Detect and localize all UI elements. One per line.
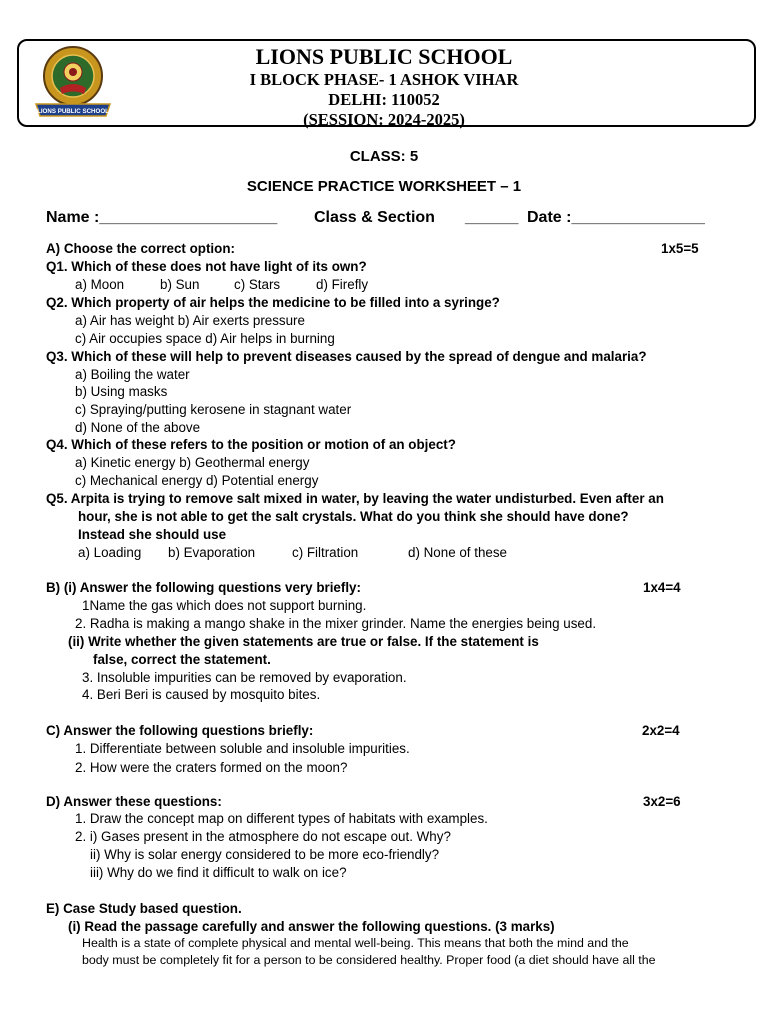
q1-option-a: a) Moon [75,277,125,292]
q3-option-c: c) Spraying/putting kerosene in stagnant water [75,402,352,417]
section-a-marks: 1x5=5 [661,241,699,256]
section-e-heading: E) Case Study based question. [46,901,242,916]
q1-option-c: c) Stars [234,277,281,292]
section-c-marks: 2x2=4 [642,723,680,738]
section-d-question-2: 2. i) Gases present in the atmosphere do not escape out. Why? [75,829,451,844]
question-5-line-1: Q5. Arpita is trying to remove salt mixed in water, by leaving the water undisturbed. Even after an [46,491,664,506]
question-5-line-2: hour, she is not able to get the salt crystals. What do you think she should have done? [78,509,629,524]
class-section-label: Class & Section [314,209,435,226]
q1-option-d: d) Firefly [316,277,369,292]
section-d-question-2-iii: iii) Why do we find it difficult to walk on ice? [90,865,347,880]
name-field: Name :____________________ [46,209,278,226]
question-3: Q3. Which of these will help to prevent diseases caused by the spread of dengue and malaria? [46,349,647,364]
school-name: LIONS PUBLIC SCHOOL [255,44,513,69]
section-b-marks: 1x4=4 [643,580,681,595]
q1-option-b: b) Sun [160,277,200,292]
school-address: I BLOCK PHASE- 1 ASHOK VIHAR [249,70,519,89]
q5-option-b: b) Evaporation [168,545,256,560]
question-4: Q4. Which of these refers to the position or motion of an object? [46,437,456,452]
section-b-heading: B) (i) Answer the following questions very briefly: [46,580,361,595]
q5-option-c: c) Filtration [292,545,359,560]
q5-option-d: d) None of these [408,545,508,560]
question-1: Q1. Which of these does not have light of its own? [46,259,367,274]
section-b-question-4: 4. Beri Beri is caused by mosquito bites. [82,687,321,702]
q5-option-a: a) Loading [78,545,142,560]
class-section-field: ______ [465,209,519,226]
section-b-question-1: 1Name the gas which does not support burning. [82,598,367,613]
passage-line-2: body must be completely fit for a person to be considered healthy. Proper food (a diet should have all the [82,953,656,967]
q4-options-line-1: a) Kinetic energy b) Geothermal energy [75,455,310,470]
session-label: (SESSION: 2024-2025) [303,110,465,129]
question-5-line-3: Instead she should use [78,527,227,542]
class-label: CLASS: 5 [349,148,419,165]
section-d-question-1: 1. Draw the concept map on different types of habitats with examples. [75,811,488,826]
section-b-subheading-line-1: (ii) Write whether the given statements are true or false. If the statement is [68,634,539,649]
worksheet-title: SCIENCE PRACTICE WORKSHEET – 1 [246,178,522,195]
section-a-heading: A) Choose the correct option: [46,241,235,256]
section-c-question-2: 2. How were the craters formed on the moon? [75,760,348,775]
q3-option-a: a) Boiling the water [75,367,190,382]
svg-text:LIONS PUBLIC SCHOOL: LIONS PUBLIC SCHOOL [37,108,109,115]
question-2: Q2. Which property of air helps the medicine to be filled into a syringe? [46,295,500,310]
q4-options-line-2: c) Mechanical energy d) Potential energy [75,473,319,488]
section-b-subheading-line-2: false, correct the statement. [93,652,271,667]
date-field: Date :_______________ [527,209,705,226]
section-e-subheading: (i) Read the passage carefully and answer the following questions. (3 marks) [68,919,555,934]
section-d-marks: 3x2=6 [643,794,681,809]
school-city: DELHI: 110052 [328,90,440,109]
section-d-question-2-ii: ii) Why is solar energy considered to be more eco-friendly? [90,847,440,862]
section-d-heading: D) Answer these questions: [46,794,222,809]
q3-option-d: d) None of the above [75,420,201,435]
section-c-heading: C) Answer the following questions briefly: [46,723,314,738]
section-c-question-1: 1. Differentiate between soluble and insoluble impurities. [75,741,410,756]
q3-option-b: b) Using masks [75,384,168,399]
q2-options-line-2: c) Air occupies space d) Air helps in burning [75,331,335,346]
passage-line-1: Health is a state of complete physical and mental well-being. This means that both the mind and the [82,936,629,950]
section-b-question-2: 2. Radha is making a mango shake in the mixer grinder. Name the energies being used. [75,616,597,631]
q2-options-line-1: a) Air has weight b) Air exerts pressure [75,313,305,328]
section-b-question-3: 3. Insoluble impurities can be removed by evaporation. [82,670,407,685]
